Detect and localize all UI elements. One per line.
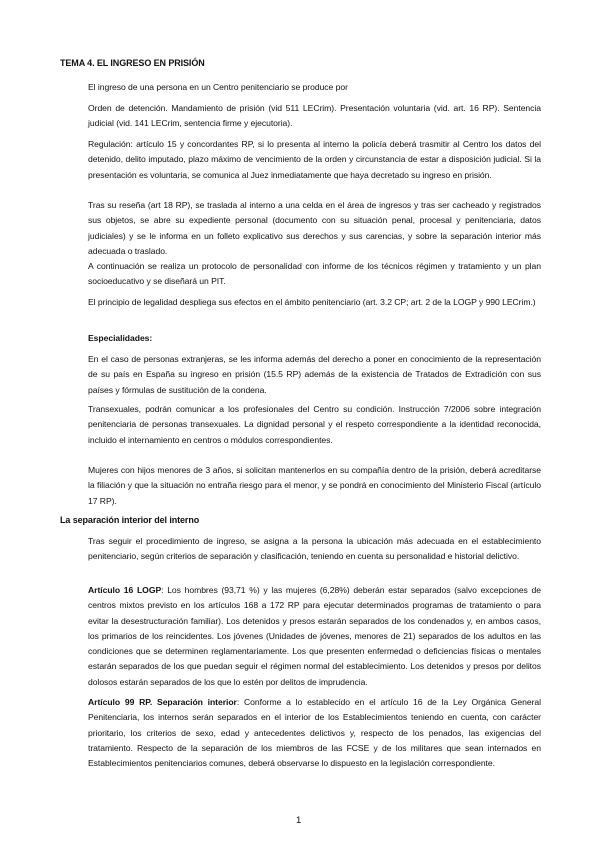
articulo-16-text: : Los hombres (93,71 %) y las mujeres (6,28%) deberán estar separados (salvo excepciones de centros mixtos previsto en los artículos 168 a 172 RP para ejecutar determinados programas de tratamiento o para evitar la desestructuración familiar). Los detenidos y presos estarán separados de los condenados y, en ambos casos, los primarios de los reincidentes. Los jóvenes (Unidades de jóvenes, menores de 21) separados de los adultos en las condiciones que se determinen reglamentariamente. Los que presenten enfermedad o deficiencias físicas o mentales estarán separados de los que puedan seguir el régimen normal del establecimiento. Los detenidos y presos por delitos dolosos estarán separados de los que lo estén por delitos de imprudencia. xyxy=(88,585,541,687)
paragraph-extranjeras: En el caso de personas extranjeras, se les informa además del derecho a poner en conocimiento de la representación de su país en España su ingreso en prisión (15.5 RP) además de la existencia de Tratados de Extradición con sus países y fórmulas de sustitución de la condena. xyxy=(88,354,541,395)
page-title: TEMA 4. EL INGRESO EN PRISIÓN xyxy=(60,58,205,68)
articulo-99-label: Artículo 99 RP. Separación interior xyxy=(88,697,237,707)
articulo-16-label: Artículo 16 LOGP xyxy=(88,585,162,595)
paragraph-articulo-16 xyxy=(88,583,541,690)
articulo-99-text: : Conforme a lo establecido en el artículo 16 de la Ley Orgánica General Penitenciaria, los internos serán separados en el interior de los Establecimientos teniendo en cuenta, con carácter prioritario, los criterios de sexo, edad y antecedentes delictivos y, respecto de los penados, las exigencias del tratamiento. Respecto de la separación de los miembros de las FCSE y de los militares que sean internados en Establecimientos penitenciarios comunes, deberá observarse lo dispuesto en la legislación correspondiente. xyxy=(88,697,541,769)
section-heading-separacion: La separación interior del interno xyxy=(60,515,200,525)
paragraph-intro: El ingreso de una persona en un Centro penitenciario se produce por xyxy=(88,82,348,92)
paragraph-separacion-intro: Tras seguir el procedimiento de ingreso, se asigna a la persona la ubicación más adecuada en el establecimiento penitenciario, según criterios de separación y clasificación, teniendo en cuenta su personalidad e historial delictivo. xyxy=(88,536,541,562)
paragraph-resena: Tras su reseña (art 18 RP), se traslada al interno a una celda en el área de ingresos y tras ser cacheado y registrados sus objetos, se abre su expediente personal (documento con su situación penal, procesal y penitenciaria, datos judiciales) y se le informa en un folleto explicativo sus derechos y sus carencias, y sobre la separación interior más adecuada o traslado. xyxy=(88,200,541,256)
page-number: 1 xyxy=(296,815,302,826)
paragraph-articulo-99 xyxy=(88,695,541,771)
paragraph-ingreso-types: Orden de detención. Mandamiento de prisión (vid 511 LECrim). Presentación voluntaria (vid. art. 16 RP). Sentencia judicial (vid. 141 LECrim, sentencia firme y ejecutoria). xyxy=(88,103,541,129)
paragraph-protocolo: A continuación se realiza un protocolo de personalidad con informe de los técnicos régimen y tratamiento y un plan socioeducativo y se diseñará un PIT. xyxy=(88,261,541,287)
paragraph-legalidad: El principio de legalidad despliega sus efectos en el ámbito penitenciario (art. 3.2 CP; art. 2 de la LOGP y 990 LECrim.) xyxy=(88,297,536,307)
subheading-especialidades: Especialidades: xyxy=(88,333,153,343)
paragraph-mujeres: Mujeres con hijos menores de 3 años, si solicitan mantenerlos en su compañía dentro de la prisión, deberá acreditarse la filiación y que la situación no entraña riesgo para el menor, y se pondrá en conocimiento del Ministerio Fiscal (artículo 17 RP). xyxy=(88,465,541,506)
paragraph-regulacion: Regulación: artículo 15 y concordantes RP, si lo presenta al interno la policía deberá trasmitir al Centro los datos del detenido, delito imputado, plazo máximo de vencimiento de la orden y circunstancia de estar a disposición judicial. Si la presentación es voluntaria, se comunica al Juez inmediatamente que haya decretado su ingreso en prisión. xyxy=(88,139,541,180)
paragraph-transexuales: Transexuales, podrán comunicar a los profesionales del Centro su condición. Instrucción 7/2006 sobre integración penitenciaria de personas transexuales. La dignidad personal y el respeto correspondiente a la identidad reconocida, incluido el internamiento en centros o módulos correspondientes. xyxy=(88,404,541,445)
